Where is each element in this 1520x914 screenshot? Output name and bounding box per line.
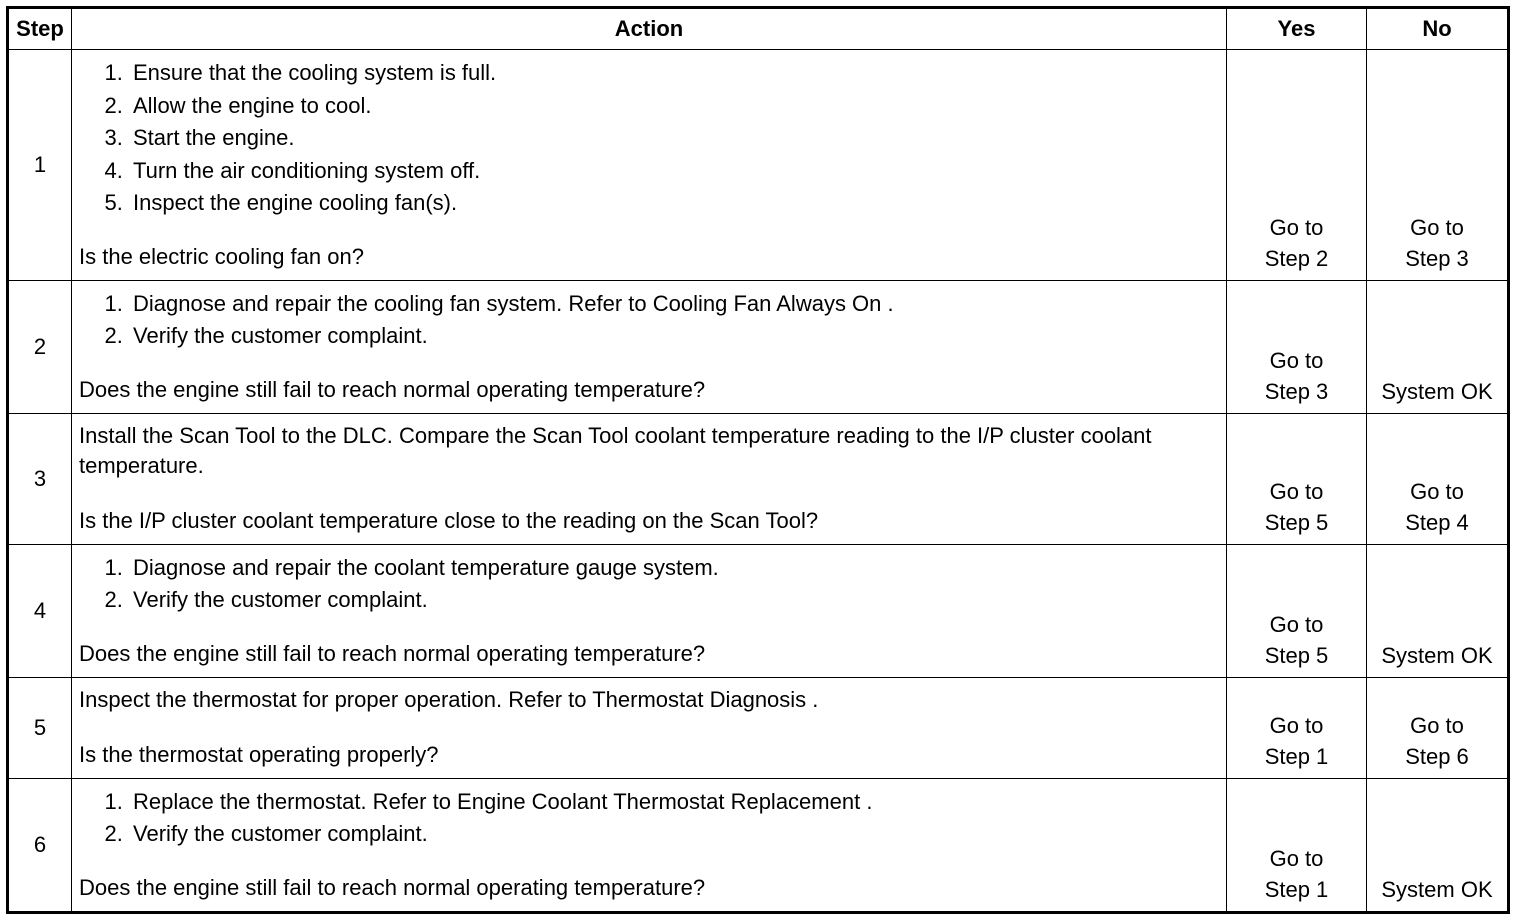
result-line: Step 1 xyxy=(1264,876,1329,902)
header-row xyxy=(8,8,1509,50)
yes-result xyxy=(1227,50,1367,281)
action-cell xyxy=(72,413,1227,544)
table-row xyxy=(8,50,1509,281)
result-line: Step 5 xyxy=(1264,509,1329,535)
action-question: Does the engine still fail to reach normal operating temperature? xyxy=(79,874,706,900)
result-line: Go to xyxy=(1410,214,1464,240)
action-cell xyxy=(72,50,1227,281)
result-line: Go to xyxy=(1410,478,1464,504)
result-line: Go to xyxy=(1269,214,1324,240)
result-line: Step 4 xyxy=(1405,509,1469,535)
list-item: 5. Inspect the engine cooling fan(s). xyxy=(129,187,1220,220)
result-line: System OK xyxy=(1381,642,1493,668)
yes-result xyxy=(1227,280,1367,413)
step-number: 6 xyxy=(8,778,72,912)
no-result xyxy=(1367,413,1509,544)
result-line: Go to xyxy=(1269,845,1324,871)
action-list xyxy=(79,786,1220,851)
action-cell xyxy=(72,280,1227,413)
result-line: Step 5 xyxy=(1264,642,1329,668)
yes-result xyxy=(1227,677,1367,778)
step-number: 3 xyxy=(8,413,72,544)
no-result xyxy=(1367,280,1509,413)
result-line: Step 6 xyxy=(1405,743,1469,769)
step-number: 2 xyxy=(8,280,72,413)
result-line: Go to xyxy=(1269,347,1324,373)
header-yes: Yes xyxy=(1227,8,1367,50)
yes-result xyxy=(1227,413,1367,544)
header-no: No xyxy=(1367,8,1509,50)
no-result xyxy=(1367,778,1509,912)
result-line: System OK xyxy=(1381,876,1493,902)
result-line: Step 1 xyxy=(1264,743,1329,769)
no-result xyxy=(1367,50,1509,281)
step-number: 5 xyxy=(8,677,72,778)
no-result xyxy=(1367,544,1509,677)
no-result xyxy=(1367,677,1509,778)
action-cell xyxy=(72,677,1227,778)
table-row xyxy=(8,778,1509,912)
table-row xyxy=(8,280,1509,413)
result-line: Step 3 xyxy=(1405,245,1469,271)
header-step: Step xyxy=(8,8,72,50)
list-item: 2. Verify the customer complaint. xyxy=(129,320,1220,353)
list-item: 1. Diagnose and repair the coolant temperature gauge system. xyxy=(129,552,1220,585)
action-question: Is the thermostat operating properly? xyxy=(79,741,439,767)
result-line: Go to xyxy=(1269,712,1324,738)
result-line: Go to xyxy=(1410,712,1464,738)
table-row xyxy=(8,677,1509,778)
result-line: Step 3 xyxy=(1264,378,1329,404)
action-list xyxy=(79,552,1220,617)
result-line: Go to xyxy=(1269,611,1324,637)
action-question: Is the I/P cluster coolant temperature close to the reading on the Scan Tool? xyxy=(79,507,819,533)
list-item: 1. Diagnose and repair the cooling fan system. Refer to Cooling Fan Always On . xyxy=(129,288,1220,321)
action-question: Does the engine still fail to reach normal operating temperature? xyxy=(79,376,706,402)
header-action: Action xyxy=(72,8,1227,50)
result-line: System OK xyxy=(1381,378,1493,404)
yes-result xyxy=(1227,544,1367,677)
list-item: 2. Verify the customer complaint. xyxy=(129,584,1220,617)
list-item: 3. Start the engine. xyxy=(129,122,1220,155)
action-list xyxy=(79,57,1220,220)
action-cell xyxy=(72,544,1227,677)
action-list xyxy=(79,288,1220,353)
list-item: 1. Replace the thermostat. Refer to Engine Coolant Thermostat Replacement . xyxy=(129,786,1220,819)
action-cell xyxy=(72,778,1227,912)
action-question: Does the engine still fail to reach normal operating temperature? xyxy=(79,640,706,666)
list-item: 4. Turn the air conditioning system off. xyxy=(129,155,1220,188)
action-question: Is the electric cooling fan on? xyxy=(79,243,364,269)
step-number: 1 xyxy=(8,50,72,281)
diagnostic-table xyxy=(6,6,1510,914)
list-item: 1. Ensure that the cooling system is full. xyxy=(129,57,1220,90)
table-row xyxy=(8,413,1509,544)
list-item: 2. Verify the customer complaint. xyxy=(129,818,1220,851)
action-text: Inspect the thermostat for proper operation. Refer to Thermostat Diagnosis . xyxy=(79,686,819,712)
yes-result xyxy=(1227,778,1367,912)
list-item: 2. Allow the engine to cool. xyxy=(129,90,1220,123)
result-line: Step 2 xyxy=(1264,245,1329,271)
table-row xyxy=(8,544,1509,677)
result-line: Go to xyxy=(1269,478,1324,504)
action-text: Install the Scan Tool to the DLC. Compare the Scan Tool coolant temperature reading to the I/P cluster coolant temperature. xyxy=(79,422,1152,478)
step-number: 4 xyxy=(8,544,72,677)
